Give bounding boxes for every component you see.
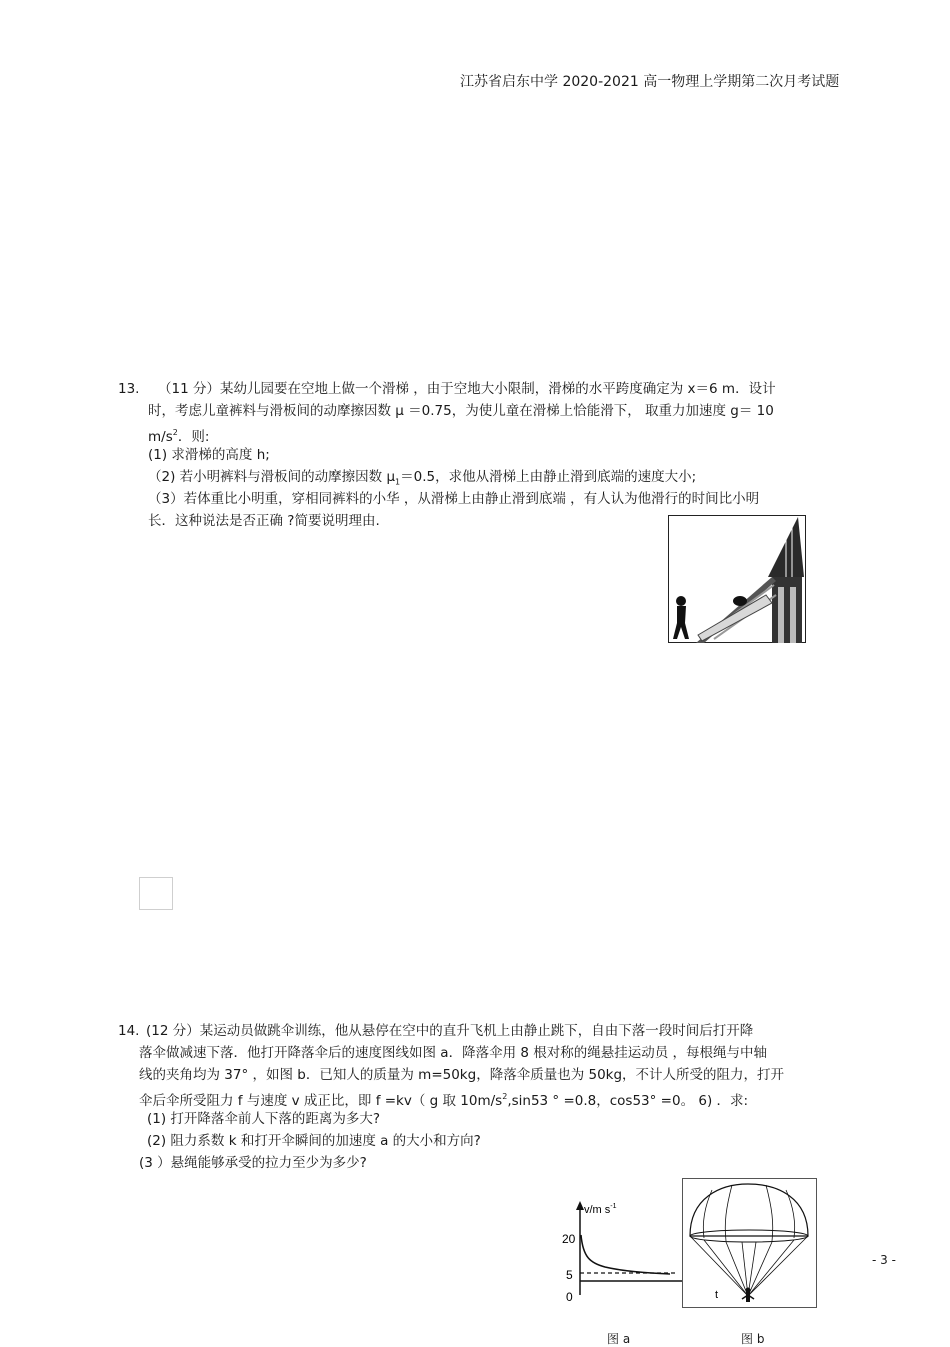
- parachute-figure: [682, 1178, 817, 1308]
- slide-illustration: [668, 515, 806, 643]
- question-14-number: 14.: [118, 1023, 140, 1039]
- origin-label: 0: [566, 1290, 573, 1304]
- question-13-part-3: （3）若体重比小明重，穿相同裤料的小华 ，从滑梯上由静止滑到底端 ，有人认为他滑行的时间比小明: [148, 491, 760, 507]
- question-14-line-2: 落伞做减速下落．他打开降落伞后的速度图线如图 a．降落伞用 8 根对称的绳悬挂运动员 ，每根绳与中轴: [139, 1045, 768, 1061]
- question-13-number: 13.: [118, 381, 140, 397]
- caption-figure-b: 图 b: [741, 1332, 765, 1346]
- velocity-curve: [581, 1235, 670, 1274]
- t-label: t: [715, 1289, 719, 1301]
- question-14-line-1: (12 分）某运动员做跳伞训练，他从悬停在空中的直升飞机上由静止跳下，自由下落一段时间后打开降: [146, 1023, 754, 1039]
- page-header: 江苏省启东中学 2020-2021 高一物理上学期第二次月考试题: [460, 74, 840, 90]
- question-14-part-3: (3 ）悬绳能够承受的拉力至少为多少?: [139, 1155, 367, 1171]
- caption-figure-a: 图 a: [607, 1332, 631, 1346]
- question-13-line-2: 时，考虑儿童裤料与滑板间的动摩擦因数 μ ＝0.75，为使儿童在滑梯上恰能滑下， 取重力加速度 g＝ 10: [148, 403, 774, 419]
- y-axis-arrow: [576, 1201, 584, 1210]
- page-number: - 3 -: [872, 1253, 896, 1267]
- question-14-part-1: (1) 打开降落伞前人下落的距离为多大?: [147, 1111, 381, 1127]
- y-axis-label: v/m $s^{-1}$: [584, 1203, 617, 1216]
- tick-20: 20: [562, 1232, 576, 1246]
- question-13-part-1: (1) 求滑梯的高度 h;: [148, 447, 270, 463]
- question-13-line-1: （11 分）某幼儿园要在空地上做一个滑梯 ，由于空地大小限制，滑梯的水平跨度确定为 x＝6 m．设计: [158, 381, 776, 397]
- question-13-line-3: $m/s^2$．则:: [148, 428, 210, 445]
- question-14-line-3: 线的夹角均为 37° ，如图 b．已知人的质量为 m=50kg，降落伞质量也为 50kg，不计人所受的阻力，打开: [139, 1067, 785, 1083]
- question-13-part-2: （2) 若小明裤料与滑板间的动摩擦因数 $\mu_1=0.5$，求他从滑梯上由静止滑到底端的速度大小;: [148, 469, 697, 487]
- tick-5: 5: [566, 1268, 573, 1282]
- empty-box: [139, 877, 173, 910]
- question-14-line-4: 伞后伞所受阻力 f 与速度 v 成正比，即 f =kv（ g 取 $10m/s^2,\sin 53$ ° =0.8，cos53° =0。 6) ．求:: [139, 1092, 749, 1109]
- question-13-part-3-cont: 长．这种说法是否正确 ?简要说明理由.: [148, 513, 380, 529]
- question-14-part-2: (2) 阻力系数 k 和打开伞瞬间的加速度 a 的大小和方向?: [147, 1133, 481, 1149]
